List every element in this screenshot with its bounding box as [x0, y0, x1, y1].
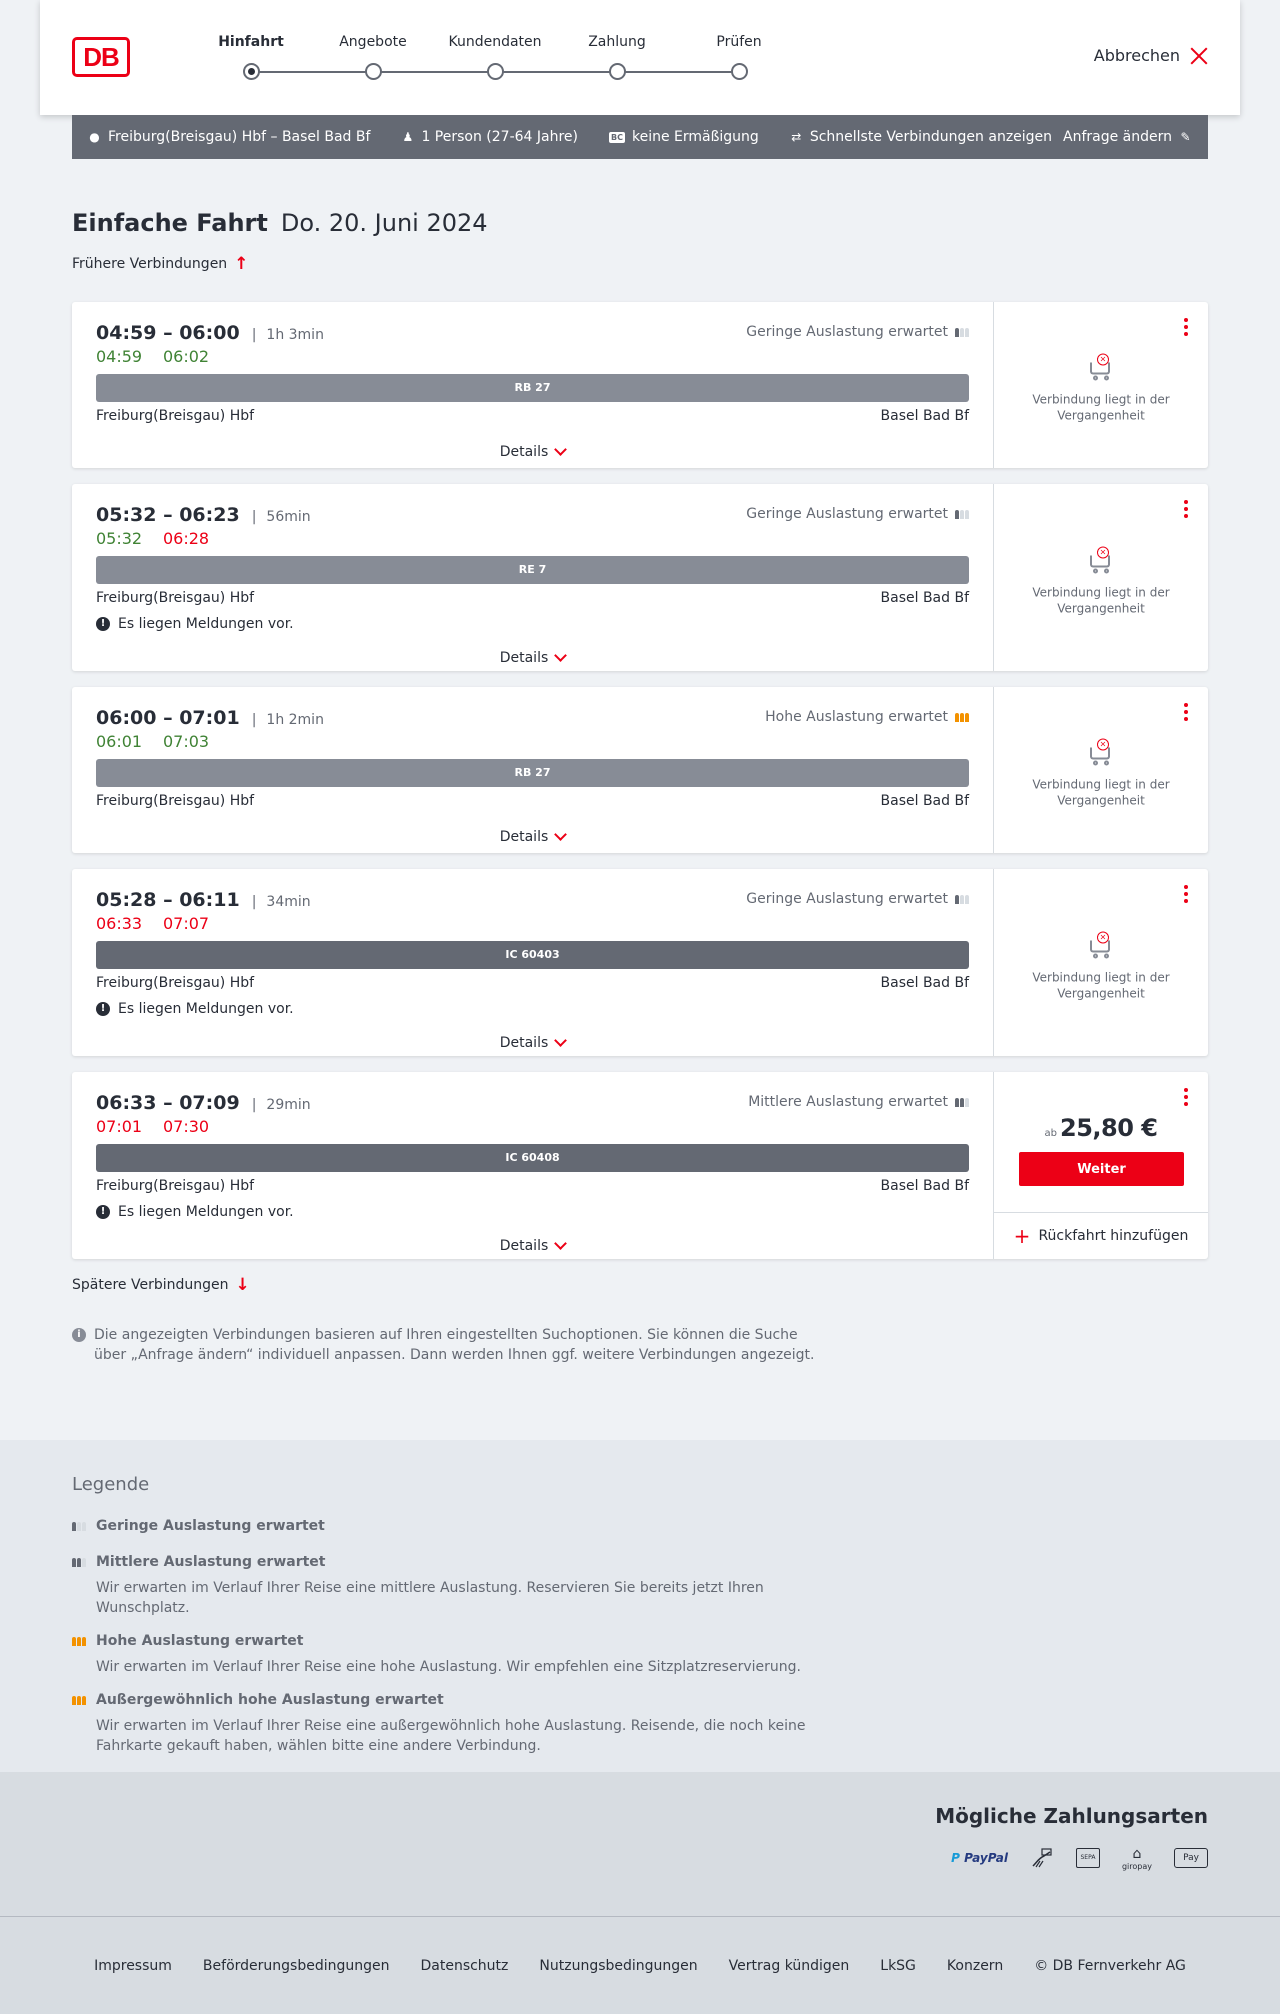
stations [96, 590, 969, 610]
details-toggle[interactable] [96, 1033, 969, 1053]
results-main [72, 209, 1208, 1365]
separator: | [251, 327, 257, 343]
legend-icon [72, 1522, 87, 1531]
pencil-icon: ✎ [1180, 130, 1191, 144]
connection-details [72, 484, 994, 671]
stations [96, 793, 969, 813]
cart-unavailable-icon: × [1086, 931, 1116, 959]
more-options-icon[interactable] [1180, 318, 1192, 336]
duration: 1h 3min [266, 327, 324, 343]
alert-icon: ! [96, 1205, 110, 1219]
step-zahlung[interactable] [549, 34, 685, 56]
connection-card [72, 302, 1208, 468]
more-options-icon[interactable] [1180, 1088, 1192, 1106]
step-label: Angebote [339, 34, 407, 50]
add-return-button[interactable] [994, 1212, 1208, 1259]
details-label: Details [499, 829, 549, 845]
payment-methods-section [0, 1772, 1280, 1917]
legend-item [72, 1632, 1208, 1677]
origin-station: Freiburg(Breisgau) Hbf [96, 1178, 255, 1194]
step-label: Hinfahrt [218, 34, 284, 50]
arrow-up-icon: ↑ [234, 254, 249, 274]
realtime-departure: 04:59 [96, 347, 143, 366]
realtime-times [96, 1117, 969, 1139]
alert-icon: ! [96, 1002, 110, 1016]
origin-station: Freiburg(Breisgau) Hbf [96, 975, 255, 991]
paypal-icon: P PayPal [951, 1851, 1008, 1865]
past-connection-text: Verbindung liegt in der Vergangenheit [1032, 970, 1170, 1000]
occupancy-indicator [765, 709, 969, 725]
person-icon: ♟ [402, 130, 414, 144]
occupancy-indicator [746, 891, 969, 907]
chevron-down-icon [554, 828, 567, 841]
realtime-departure: 06:01 [96, 732, 143, 751]
top-navigation [40, 0, 1240, 115]
more-options-icon[interactable] [1180, 703, 1192, 721]
past-connection-notice [994, 739, 1208, 809]
realtime-arrival: 07:07 [163, 914, 210, 933]
search-option-summary [790, 129, 1052, 145]
price [994, 1114, 1208, 1142]
occupancy-text: Hohe Auslastung erwartet [765, 709, 948, 725]
legend-icon [72, 1558, 87, 1567]
connection-card [72, 484, 1208, 671]
price-value: 25,80 € [1060, 1114, 1158, 1142]
alert-icon: ! [96, 617, 110, 631]
legend-item-label: Außergewöhnlich hohe Auslastung erwartet [96, 1692, 444, 1708]
details-label: Details [499, 650, 549, 666]
cart-unavailable-icon: × [1086, 546, 1116, 574]
details-label: Details [499, 444, 549, 460]
duration: 34min [266, 894, 311, 910]
realtime-arrival: 07:03 [163, 732, 210, 751]
connection-details [72, 687, 994, 853]
legend-item-description: Wir erwarten im Verlauf Ihrer Reise eine außergewöhnlich hohe Auslastung. Reisende, die noch keine Fahrkarte gekauft haben, wählen bitte eine andere Verbindung. [96, 1718, 806, 1754]
details-label: Details [499, 1035, 549, 1051]
occupancy-icon [72, 1696, 86, 1705]
step-dot [243, 63, 260, 80]
payment-icons [951, 1844, 1208, 1872]
realtime-arrival: 06:02 [163, 347, 210, 366]
later-connections-label: Spätere Verbindungen [72, 1277, 229, 1293]
info-icon: i [72, 1328, 86, 1342]
legend-icon [72, 1696, 87, 1705]
train-segment-bar[interactable]: IC 60403 [96, 941, 969, 969]
time-span: 05:28 – 06:11 [96, 889, 240, 911]
realtime-times [96, 529, 969, 551]
legend-item-description: Wir erwarten im Verlauf Ihrer Reise eine hohe Auslastung. Wir empfehlen eine Sitzplatzreservierung. [96, 1659, 801, 1675]
continue-button[interactable]: Weiter [1019, 1152, 1184, 1186]
step-label: Kundendaten [448, 34, 542, 50]
train-segment-bar[interactable]: RE 7 [96, 556, 969, 584]
realtime-arrival: 06:28 [163, 529, 210, 548]
apple-pay-text: Pay [1183, 1853, 1199, 1863]
realtime-times [96, 732, 969, 754]
legend-item-title [72, 1632, 1208, 1650]
train-segment-bar[interactable]: RB 27 [96, 759, 969, 787]
legend-item-title [72, 1553, 1208, 1571]
notice-text: Es liegen Meldungen vor. [118, 1001, 294, 1017]
past-connection-text: Verbindung liegt in der Vergangenheit [1032, 392, 1170, 423]
sepa-icon [1076, 1848, 1100, 1868]
more-options-icon[interactable] [1180, 885, 1192, 903]
notice-message [96, 1202, 969, 1222]
passenger-summary [401, 129, 578, 145]
legend-list [72, 1517, 1208, 1756]
details-toggle[interactable] [96, 1236, 969, 1256]
page-heading [72, 209, 1208, 237]
bank-icon: ⌂ [1132, 1845, 1142, 1862]
abort-button[interactable] [1094, 46, 1208, 65]
realtime-departure: 07:01 [96, 1117, 143, 1136]
separator: | [251, 509, 257, 525]
offer-panel [994, 302, 1208, 468]
offer-panel [994, 1072, 1208, 1259]
sepa-text: SEPA [1080, 1854, 1096, 1861]
edit-query-button[interactable] [1063, 129, 1192, 145]
search-info-note [72, 1325, 832, 1365]
legend-item-title [72, 1517, 1208, 1535]
time-span: 06:00 – 07:01 [96, 707, 240, 729]
footer [0, 1917, 1280, 2014]
realtime-departure: 06:33 [96, 914, 143, 933]
passenger-text: 1 Person (27-64 Jahre) [421, 129, 578, 145]
offer-panel [994, 484, 1208, 671]
swap-arrows-icon: ⇄ [791, 130, 802, 144]
plus-icon: + [1013, 1224, 1031, 1248]
booking-stepper [183, 34, 808, 84]
separator: | [251, 712, 257, 728]
legend-item [72, 1691, 1208, 1756]
occupancy-icon [72, 1522, 86, 1531]
occupancy-icon [72, 1558, 86, 1567]
footer-link-konzern[interactable]: Konzern [946, 1957, 1004, 1974]
notice-message [96, 614, 969, 634]
connection-card [72, 869, 1208, 1056]
destination-station: Basel Bad Bf [880, 975, 969, 991]
details-label: Details [499, 1238, 549, 1254]
origin-station: Freiburg(Breisgau) Hbf [96, 408, 255, 424]
destination-station: Basel Bad Bf [880, 1178, 969, 1194]
close-icon [1190, 47, 1208, 65]
separator: | [251, 1097, 257, 1113]
legend-item-description: Wir erwarten im Verlauf Ihrer Reise eine mittlere Auslastung. Reservieren Sie bereits jetzt Ihren Wunschplatz. [96, 1580, 764, 1616]
time-span: 05:32 – 06:23 [96, 504, 240, 526]
occupancy-indicator [746, 506, 969, 522]
realtime-times [96, 914, 969, 936]
info-text: Die angezeigten Verbindungen basieren auf Ihren eingestellten Suchoptionen. Sie können die Suche über „Anfrage ändern“ individuell anpassen. Dann werden Ihnen ggf. weitere Verbindungen angezeigt. [94, 1327, 815, 1363]
cart-unavailable-icon: × [1086, 739, 1116, 767]
step-dot [487, 63, 504, 80]
step-angebote[interactable] [305, 34, 441, 56]
step-dot [365, 63, 382, 80]
realtime-times [96, 347, 969, 369]
payment-title: Mögliche Zahlungsarten [935, 1804, 1208, 1828]
price-prefix: ab [1044, 1128, 1057, 1139]
discount-text: keine Ermäßigung [631, 129, 759, 145]
occupancy-icon [955, 328, 969, 337]
occupancy-text: Geringe Auslastung erwartet [746, 324, 948, 340]
past-connection-notice [994, 546, 1208, 616]
destination-station: Basel Bad Bf [880, 408, 969, 424]
legend-item [72, 1553, 1208, 1618]
step-kundendaten[interactable] [427, 34, 563, 56]
occupancy-icon [72, 1637, 86, 1646]
occupancy-icon [955, 713, 969, 722]
legend-title: Legende [72, 1474, 150, 1495]
footer-link-impressum[interactable]: Impressum [94, 1957, 172, 1974]
footer-link-datenschutz[interactable]: Datenschutz [420, 1957, 509, 1974]
discount-summary [609, 129, 759, 145]
earlier-connections-label: Frühere Verbindungen [72, 256, 228, 272]
edit-query-label: Anfrage ändern [1063, 129, 1172, 145]
occupancy-icon [955, 895, 969, 904]
add-return-label: Rückfahrt hinzufügen [1038, 1228, 1189, 1244]
past-connection-notice [994, 931, 1208, 1001]
legend-item [72, 1517, 1208, 1535]
step-label: Prüfen [716, 34, 762, 50]
travel-date: Do. 20. Juni 2024 [280, 209, 488, 237]
time-span: 04:59 – 06:00 [96, 322, 240, 344]
origin-station: Freiburg(Breisgau) Hbf [96, 793, 255, 809]
stations [96, 1178, 969, 1198]
footer-link-lksg[interactable]: LkSG [880, 1957, 916, 1974]
giropay-icon [1122, 1844, 1152, 1872]
details-toggle[interactable] [96, 827, 969, 847]
past-connection-text: Verbindung liegt in der Vergangenheit [1032, 585, 1170, 615]
legend-section [0, 1440, 1280, 1772]
notice-text: Es liegen Meldungen vor. [118, 616, 294, 632]
realtime-arrival: 07:30 [163, 1117, 210, 1136]
duration: 56min [266, 509, 311, 525]
occupancy-indicator [748, 1094, 969, 1110]
apple-pay-icon [1174, 1848, 1208, 1868]
footer-link-befoerderungsbedingungen[interactable]: Beförderungsbedingungen [202, 1957, 390, 1974]
search-option-text: Schnellste Verbindungen anzeigen [809, 129, 1053, 145]
past-connection-notice [994, 354, 1208, 424]
step-label: Zahlung [588, 34, 646, 50]
duration: 29min [266, 1097, 311, 1113]
bahncard-icon: BC [611, 132, 623, 142]
occupancy-text: Geringe Auslastung erwartet [746, 891, 948, 907]
details-toggle[interactable] [96, 442, 969, 462]
giropay-text: giropay [1121, 1861, 1152, 1871]
legend-item-label: Mittlere Auslastung erwartet [96, 1554, 326, 1570]
separator: | [251, 894, 257, 910]
details-toggle[interactable] [96, 648, 969, 668]
chevron-down-icon [554, 443, 567, 456]
legend-item-title [72, 1691, 1208, 1709]
notice-text: Es liegen Meldungen vor. [118, 1204, 294, 1220]
later-connections-button[interactable] [72, 1275, 1208, 1295]
duration: 1h 2min [266, 712, 324, 728]
connection-details [72, 1072, 994, 1259]
chevron-down-icon [554, 1237, 567, 1250]
destination-station: Basel Bad Bf [880, 590, 969, 606]
paypal-text: PayPal [964, 1851, 1008, 1865]
legend-item-label: Hohe Auslastung erwartet [96, 1633, 304, 1649]
abort-label: Abbrechen [1093, 46, 1180, 65]
train-segment-bar[interactable]: RB 27 [96, 374, 969, 402]
footer-link-vertrag-kuendigen[interactable]: Vertrag kündigen [728, 1957, 850, 1974]
direct-debit-icon [1030, 1844, 1054, 1872]
realtime-departure: 05:32 [96, 529, 143, 548]
train-segment-bar[interactable]: IC 60408 [96, 1144, 969, 1172]
search-summary-bar [72, 115, 1208, 159]
occupancy-icon [955, 510, 969, 519]
occupancy-indicator [746, 324, 969, 340]
stations [96, 408, 969, 428]
connection-details [72, 302, 994, 468]
earlier-connections-button[interactable] [72, 254, 1208, 274]
connection-details [72, 869, 994, 1056]
connection-card [72, 1072, 1208, 1259]
cart-unavailable-icon: × [1086, 354, 1116, 382]
past-connection-text: Verbindung liegt in der Vergangenheit [1032, 777, 1170, 808]
offer-panel [994, 687, 1208, 853]
step-pruefen[interactable] [671, 34, 807, 56]
step-hinfahrt[interactable] [183, 34, 319, 56]
stations [96, 975, 969, 995]
step-dot [609, 63, 626, 80]
legend-item-label: Geringe Auslastung erwartet [96, 1518, 325, 1534]
connection-list [72, 302, 1208, 1259]
time-span: 06:33 – 07:09 [96, 1092, 240, 1114]
route-text: Freiburg(Breisgau) Hbf – Basel Bad Bf [108, 129, 371, 145]
step-dot [731, 63, 748, 80]
connection-card [72, 687, 1208, 853]
footer-link-nutzungsbedingungen[interactable]: Nutzungsbedingungen [539, 1957, 698, 1974]
more-options-icon[interactable] [1180, 500, 1192, 518]
destination-station: Basel Bad Bf [880, 793, 969, 809]
occupancy-text: Mittlere Auslastung erwartet [748, 1094, 948, 1110]
arrow-down-icon: ↓ [235, 1275, 250, 1295]
location-pin-icon: ● [89, 130, 100, 144]
route-summary [88, 129, 370, 145]
legend-icon [72, 1637, 87, 1646]
occupancy-text: Geringe Auslastung erwartet [746, 506, 948, 522]
db-logo[interactable]: DB [72, 37, 130, 77]
chevron-down-icon [554, 1034, 567, 1047]
copyright: © DB Fernverkehr AG [1034, 1957, 1186, 1974]
page-title: Einfache Fahrt [72, 209, 268, 237]
notice-message [96, 999, 969, 1019]
origin-station: Freiburg(Breisgau) Hbf [96, 590, 255, 606]
chevron-down-icon [554, 649, 567, 662]
occupancy-icon [955, 1098, 969, 1107]
offer-panel [994, 869, 1208, 1056]
